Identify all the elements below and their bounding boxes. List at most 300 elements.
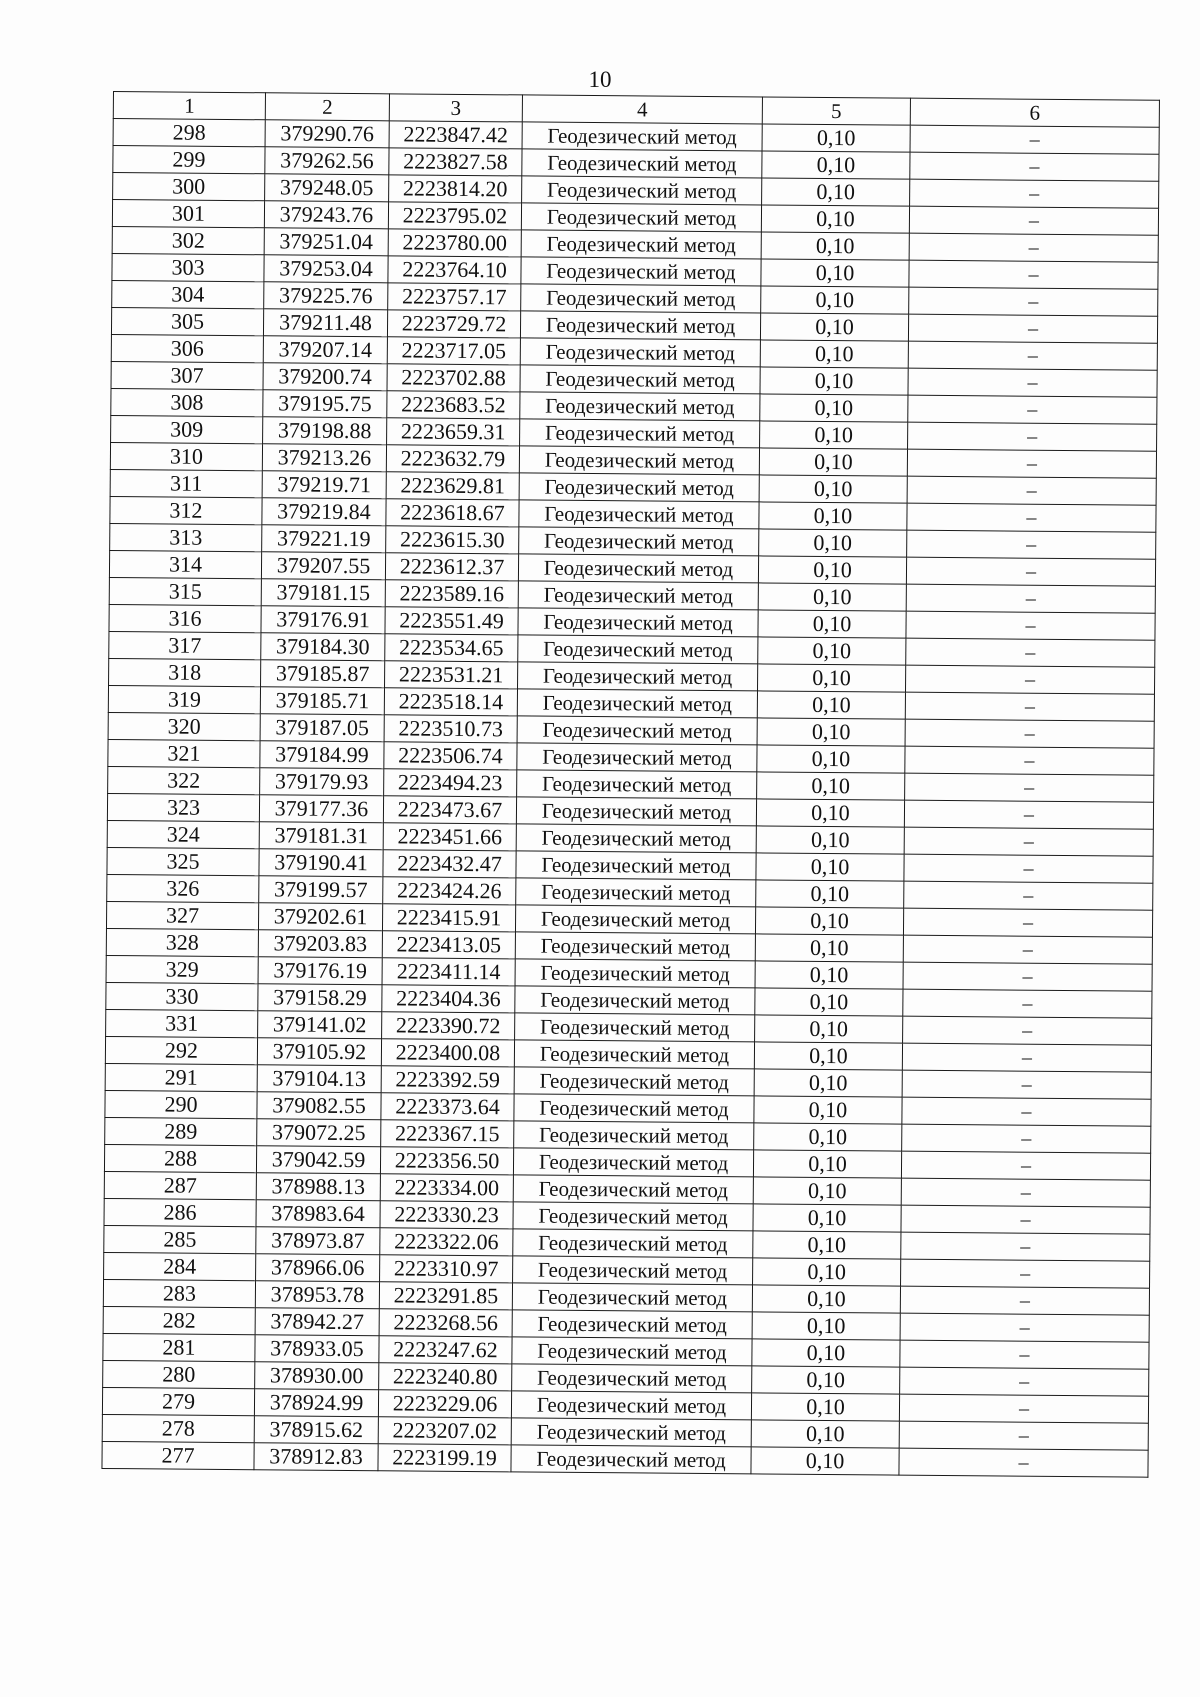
coordinates-table <box>101 91 1160 1478</box>
point-number-cell: 284 <box>104 1252 256 1280</box>
y-coordinate-cell: 2223415.91 <box>382 904 515 932</box>
note-cell: – <box>907 530 1156 559</box>
note-cell: – <box>905 746 1154 775</box>
method-cell: Геодезический метод <box>513 1175 753 1204</box>
y-coordinate-cell: 2223494.23 <box>384 769 517 797</box>
accuracy-cell: 0,10 <box>757 745 905 773</box>
column-header: 3 <box>389 94 522 122</box>
x-coordinate-cell: 379253.04 <box>264 255 388 283</box>
method-cell: Геодезический метод <box>518 608 758 637</box>
point-number-cell: 324 <box>107 820 259 848</box>
note-cell: – <box>899 1394 1148 1423</box>
y-coordinate-cell: 2223729.72 <box>387 310 520 338</box>
x-coordinate-cell: 378988.13 <box>256 1173 380 1201</box>
accuracy-cell: 0,10 <box>755 907 903 935</box>
y-coordinate-cell: 2223764.10 <box>388 256 521 284</box>
point-number-cell: 288 <box>104 1144 256 1172</box>
accuracy-cell: 0,10 <box>755 934 903 962</box>
method-cell: Геодезический метод <box>521 284 761 313</box>
x-coordinate-cell: 379184.99 <box>260 741 384 769</box>
point-number-cell: 277 <box>102 1441 254 1469</box>
point-number-cell: 282 <box>103 1306 255 1334</box>
y-coordinate-cell: 2223534.65 <box>385 634 518 662</box>
x-coordinate-cell: 379225.76 <box>264 282 388 310</box>
column-header: 2 <box>265 93 389 121</box>
accuracy-cell: 0,10 <box>753 1258 901 1286</box>
point-number-cell: 317 <box>109 631 261 659</box>
accuracy-cell: 0,10 <box>758 610 906 638</box>
note-cell: – <box>910 179 1159 208</box>
point-number-cell: 319 <box>108 685 260 713</box>
note-cell: – <box>899 1421 1148 1450</box>
point-number-cell: 314 <box>109 550 261 578</box>
accuracy-cell: 0,10 <box>756 853 904 881</box>
x-coordinate-cell: 378953.78 <box>255 1281 379 1309</box>
y-coordinate-cell: 2223757.17 <box>388 283 521 311</box>
note-cell: – <box>901 1205 1150 1234</box>
y-coordinate-cell: 2223424.26 <box>383 877 516 905</box>
accuracy-cell: 0,10 <box>760 394 908 422</box>
x-coordinate-cell: 379184.30 <box>261 633 385 661</box>
accuracy-cell: 0,10 <box>761 232 909 260</box>
accuracy-cell: 0,10 <box>755 961 903 989</box>
accuracy-cell: 0,10 <box>758 583 906 611</box>
method-cell: Геодезический метод <box>515 905 755 934</box>
x-coordinate-cell: 379207.14 <box>263 336 387 364</box>
note-cell: – <box>910 152 1159 181</box>
y-coordinate-cell: 2223847.42 <box>389 121 522 149</box>
y-coordinate-cell: 2223268.56 <box>379 1309 512 1337</box>
method-cell: Геодезический метод <box>514 1067 754 1096</box>
point-number-cell: 330 <box>106 982 258 1010</box>
point-number-cell: 315 <box>109 577 261 605</box>
accuracy-cell: 0,10 <box>755 988 903 1016</box>
x-coordinate-cell: 379213.26 <box>262 444 386 472</box>
y-coordinate-cell: 2223390.72 <box>382 1012 515 1040</box>
x-coordinate-cell: 379072.25 <box>257 1119 381 1147</box>
method-cell: Геодезический метод <box>522 176 762 205</box>
y-coordinate-cell: 2223400.08 <box>381 1039 514 1067</box>
method-cell: Геодезический метод <box>517 716 757 745</box>
x-coordinate-cell: 379203.83 <box>258 930 382 958</box>
note-cell: – <box>904 881 1153 910</box>
y-coordinate-cell: 2223310.97 <box>380 1255 513 1283</box>
accuracy-cell: 0,10 <box>761 259 909 287</box>
y-coordinate-cell: 2223551.49 <box>385 607 518 635</box>
point-number-cell: 291 <box>105 1063 257 1091</box>
method-cell: Геодезический метод <box>515 932 755 961</box>
note-cell: – <box>908 395 1157 424</box>
x-coordinate-cell: 379141.02 <box>258 1011 382 1039</box>
y-coordinate-cell: 2223795.02 <box>388 202 521 230</box>
method-cell: Геодезический метод <box>511 1391 751 1420</box>
accuracy-cell: 0,10 <box>757 664 905 692</box>
y-coordinate-cell: 2223240.80 <box>379 1363 512 1391</box>
point-number-cell: 287 <box>104 1171 256 1199</box>
method-cell: Геодезический метод <box>520 338 760 367</box>
x-coordinate-cell: 379195.75 <box>263 390 387 418</box>
accuracy-cell: 0,10 <box>751 1420 899 1448</box>
method-cell: Геодезический метод <box>512 1283 752 1312</box>
method-cell: Геодезический метод <box>515 986 755 1015</box>
method-cell: Геодезический метод <box>515 959 755 988</box>
note-cell: – <box>906 611 1155 640</box>
point-number-cell: 279 <box>102 1387 254 1415</box>
point-number-cell: 286 <box>104 1198 256 1226</box>
x-coordinate-cell: 379185.71 <box>260 687 384 715</box>
x-coordinate-cell: 378966.06 <box>256 1254 380 1282</box>
y-coordinate-cell: 2223506.74 <box>384 742 517 770</box>
x-coordinate-cell: 379190.41 <box>259 849 383 877</box>
accuracy-cell: 0,10 <box>752 1339 900 1367</box>
column-header: 4 <box>522 95 762 124</box>
method-cell: Геодезический метод <box>522 149 762 178</box>
method-cell: Геодезический метод <box>514 1121 754 1150</box>
note-cell: – <box>900 1340 1149 1369</box>
accuracy-cell: 0,10 <box>754 1096 902 1124</box>
method-cell: Геодезический метод <box>518 554 758 583</box>
note-cell: – <box>908 422 1157 451</box>
point-number-cell: 307 <box>111 361 263 389</box>
point-number-cell: 321 <box>108 739 260 767</box>
x-coordinate-cell: 378983.64 <box>256 1200 380 1228</box>
note-cell: – <box>900 1286 1149 1315</box>
method-cell: Геодезический метод <box>513 1148 753 1177</box>
x-coordinate-cell: 379202.61 <box>258 903 382 931</box>
method-cell: Геодезический метод <box>512 1364 752 1393</box>
accuracy-cell: 0,10 <box>757 772 905 800</box>
note-cell: – <box>903 989 1152 1018</box>
method-cell: Геодезический метод <box>516 878 756 907</box>
y-coordinate-cell: 2223518.14 <box>384 688 517 716</box>
y-coordinate-cell: 2223632.79 <box>386 445 519 473</box>
x-coordinate-cell: 379251.04 <box>264 228 388 256</box>
note-cell: – <box>902 1097 1151 1126</box>
note-cell: – <box>909 233 1158 262</box>
note-cell: – <box>909 287 1158 316</box>
note-cell: – <box>910 125 1159 154</box>
point-number-cell: 298 <box>113 119 265 147</box>
x-coordinate-cell: 379199.57 <box>259 876 383 904</box>
x-coordinate-cell: 378924.99 <box>254 1389 378 1417</box>
note-cell: – <box>902 1124 1151 1153</box>
note-cell: – <box>905 719 1154 748</box>
x-coordinate-cell: 379179.93 <box>260 768 384 796</box>
method-cell: Геодезический метод <box>511 1445 751 1474</box>
y-coordinate-cell: 2223207.02 <box>378 1417 511 1445</box>
x-coordinate-cell: 379105.92 <box>257 1038 381 1066</box>
accuracy-cell: 0,10 <box>758 556 906 584</box>
y-coordinate-cell: 2223199.19 <box>378 1444 511 1472</box>
x-coordinate-cell: 379290.76 <box>265 120 389 148</box>
accuracy-cell: 0,10 <box>760 421 908 449</box>
accuracy-cell: 0,10 <box>756 826 904 854</box>
note-cell: – <box>903 1016 1152 1045</box>
x-coordinate-cell: 379042.59 <box>256 1146 380 1174</box>
note-cell: – <box>909 206 1158 235</box>
x-coordinate-cell: 379177.36 <box>259 795 383 823</box>
x-coordinate-cell: 379082.55 <box>257 1092 381 1120</box>
accuracy-cell: 0,10 <box>753 1231 901 1259</box>
method-cell: Геодезический метод <box>519 527 759 556</box>
x-coordinate-cell: 379243.76 <box>264 201 388 229</box>
point-number-cell: 285 <box>104 1225 256 1253</box>
point-number-cell: 306 <box>111 334 263 362</box>
accuracy-cell: 0,10 <box>753 1204 901 1232</box>
method-cell: Геодезический метод <box>511 1418 751 1447</box>
x-coordinate-cell: 378942.27 <box>255 1308 379 1336</box>
x-coordinate-cell: 379158.29 <box>258 984 382 1012</box>
y-coordinate-cell: 2223229.06 <box>378 1390 511 1418</box>
method-cell: Геодезический метод <box>513 1202 753 1231</box>
y-coordinate-cell: 2223589.16 <box>385 580 518 608</box>
method-cell: Геодезический метод <box>519 446 759 475</box>
method-cell: Геодезический метод <box>514 1040 754 1069</box>
y-coordinate-cell: 2223404.36 <box>382 985 515 1013</box>
y-coordinate-cell: 2223827.58 <box>389 148 522 176</box>
accuracy-cell: 0,10 <box>761 286 909 314</box>
note-cell: – <box>907 503 1156 532</box>
x-coordinate-cell: 379104.13 <box>257 1065 381 1093</box>
note-cell: – <box>906 638 1155 667</box>
method-cell: Геодезический метод <box>519 473 759 502</box>
point-number-cell: 320 <box>108 712 260 740</box>
point-number-cell: 300 <box>113 173 265 201</box>
point-number-cell: 289 <box>105 1117 257 1145</box>
method-cell: Геодезический метод <box>512 1337 752 1366</box>
accuracy-cell: 0,10 <box>761 205 909 233</box>
accuracy-cell: 0,10 <box>752 1312 900 1340</box>
method-cell: Геодезический метод <box>517 743 757 772</box>
accuracy-cell: 0,10 <box>756 799 904 827</box>
y-coordinate-cell: 2223612.37 <box>385 553 518 581</box>
y-coordinate-cell: 2223717.05 <box>387 337 520 365</box>
x-coordinate-cell: 379198.88 <box>263 417 387 445</box>
page-number: 10 <box>588 67 612 92</box>
y-coordinate-cell: 2223615.30 <box>386 526 519 554</box>
y-coordinate-cell: 2223473.67 <box>383 796 516 824</box>
y-coordinate-cell: 2223531.21 <box>385 661 518 689</box>
accuracy-cell: 0,10 <box>759 448 907 476</box>
note-cell: – <box>908 368 1157 397</box>
accuracy-cell: 0,10 <box>760 367 908 395</box>
y-coordinate-cell: 2223334.00 <box>380 1174 513 1202</box>
note-cell: – <box>901 1259 1150 1288</box>
note-cell: – <box>902 1043 1151 1072</box>
x-coordinate-cell: 378933.05 <box>255 1335 379 1363</box>
x-coordinate-cell: 379176.91 <box>261 606 385 634</box>
accuracy-cell: 0,10 <box>762 178 910 206</box>
x-coordinate-cell: 378930.00 <box>255 1362 379 1390</box>
note-cell: – <box>905 692 1154 721</box>
x-coordinate-cell: 379187.05 <box>260 714 384 742</box>
x-coordinate-cell: 379176.19 <box>258 957 382 985</box>
x-coordinate-cell: 379248.05 <box>265 174 389 202</box>
note-cell: – <box>900 1313 1149 1342</box>
method-cell: Геодезический метод <box>515 1013 755 1042</box>
y-coordinate-cell: 2223780.00 <box>388 229 521 257</box>
method-cell: Геодезический метод <box>519 500 759 529</box>
point-number-cell: 305 <box>111 307 263 335</box>
y-coordinate-cell: 2223683.52 <box>387 391 520 419</box>
note-cell: – <box>908 314 1157 343</box>
note-cell: – <box>900 1367 1149 1396</box>
y-coordinate-cell: 2223659.31 <box>387 418 520 446</box>
column-header: 1 <box>113 92 265 120</box>
column-header: 6 <box>910 98 1159 127</box>
method-cell: Геодезический метод <box>516 824 756 853</box>
y-coordinate-cell: 2223373.64 <box>381 1093 514 1121</box>
x-coordinate-cell: 379181.31 <box>259 822 383 850</box>
note-cell: – <box>905 665 1154 694</box>
accuracy-cell: 0,10 <box>751 1393 899 1421</box>
note-cell: – <box>908 341 1157 370</box>
method-cell: Геодезический метод <box>520 392 760 421</box>
accuracy-cell: 0,10 <box>759 475 907 503</box>
x-coordinate-cell: 379221.19 <box>262 525 386 553</box>
method-cell: Геодезический метод <box>514 1094 754 1123</box>
method-cell: Геодезический метод <box>520 419 760 448</box>
note-cell: – <box>903 935 1152 964</box>
point-number-cell: 299 <box>113 146 265 174</box>
y-coordinate-cell: 2223432.47 <box>383 850 516 878</box>
y-coordinate-cell: 2223356.50 <box>380 1147 513 1175</box>
note-cell: – <box>902 1070 1151 1099</box>
accuracy-cell: 0,10 <box>760 340 908 368</box>
y-coordinate-cell: 2223247.62 <box>379 1336 512 1364</box>
x-coordinate-cell: 379211.48 <box>263 309 387 337</box>
method-cell: Геодезический метод <box>518 635 758 664</box>
point-number-cell: 327 <box>106 901 258 929</box>
note-cell: – <box>903 908 1152 937</box>
accuracy-cell: 0,10 <box>756 880 904 908</box>
point-number-cell: 326 <box>107 874 259 902</box>
accuracy-cell: 0,10 <box>758 637 906 665</box>
y-coordinate-cell: 2223367.15 <box>381 1120 514 1148</box>
y-coordinate-cell: 2223510.73 <box>384 715 517 743</box>
point-number-cell: 325 <box>107 847 259 875</box>
note-cell: – <box>906 584 1155 613</box>
x-coordinate-cell: 379262.56 <box>265 147 389 175</box>
y-coordinate-cell: 2223322.06 <box>380 1228 513 1256</box>
point-number-cell: 308 <box>111 388 263 416</box>
x-coordinate-cell: 378915.62 <box>254 1416 378 1444</box>
accuracy-cell: 0,10 <box>755 1015 903 1043</box>
y-coordinate-cell: 2223330.23 <box>380 1201 513 1229</box>
x-coordinate-cell: 379181.15 <box>261 579 385 607</box>
x-coordinate-cell: 378912.83 <box>254 1443 378 1471</box>
method-cell: Геодезический метод <box>513 1229 753 1258</box>
method-cell: Геодезический метод <box>520 311 760 340</box>
accuracy-cell: 0,10 <box>754 1069 902 1097</box>
point-number-cell: 309 <box>111 415 263 443</box>
note-cell: – <box>907 449 1156 478</box>
table-body <box>102 119 1159 1478</box>
accuracy-cell: 0,10 <box>751 1447 899 1475</box>
point-number-cell: 290 <box>105 1090 257 1118</box>
note-cell: – <box>903 962 1152 991</box>
accuracy-cell: 0,10 <box>753 1150 901 1178</box>
y-coordinate-cell: 2223291.85 <box>379 1282 512 1310</box>
point-number-cell: 316 <box>109 604 261 632</box>
accuracy-cell: 0,10 <box>762 151 910 179</box>
x-coordinate-cell: 379185.87 <box>261 660 385 688</box>
accuracy-cell: 0,10 <box>754 1042 902 1070</box>
accuracy-cell: 0,10 <box>762 124 910 152</box>
note-cell: – <box>905 773 1154 802</box>
point-number-cell: 283 <box>103 1279 255 1307</box>
method-cell: Геодезический метод <box>521 257 761 286</box>
point-number-cell: 318 <box>109 658 261 686</box>
note-cell: – <box>901 1178 1150 1207</box>
accuracy-cell: 0,10 <box>753 1177 901 1205</box>
method-cell: Геодезический метод <box>516 851 756 880</box>
note-cell: – <box>904 827 1153 856</box>
method-cell: Геодезический метод <box>512 1310 752 1339</box>
point-number-cell: 323 <box>107 793 259 821</box>
accuracy-cell: 0,10 <box>757 718 905 746</box>
note-cell: – <box>904 800 1153 829</box>
note-cell: – <box>901 1232 1150 1261</box>
note-cell: – <box>909 260 1158 289</box>
method-cell: Геодезический метод <box>516 797 756 826</box>
column-header: 5 <box>762 97 910 125</box>
method-cell: Геодезический метод <box>517 689 757 718</box>
note-cell: – <box>907 476 1156 505</box>
point-number-cell: 329 <box>106 955 258 983</box>
point-number-cell: 302 <box>112 226 264 254</box>
point-number-cell: 292 <box>105 1036 257 1064</box>
point-number-cell: 312 <box>110 496 262 524</box>
point-number-cell: 304 <box>112 280 264 308</box>
y-coordinate-cell: 2223411.14 <box>382 958 515 986</box>
accuracy-cell: 0,10 <box>757 691 905 719</box>
method-cell: Геодезический метод <box>518 581 758 610</box>
point-number-cell: 310 <box>110 442 262 470</box>
point-number-cell: 301 <box>112 200 264 228</box>
method-cell: Геодезический метод <box>520 365 760 394</box>
method-cell: Геодезический метод <box>521 203 761 232</box>
method-cell: Геодезический метод <box>513 1256 753 1285</box>
note-cell: – <box>901 1151 1150 1180</box>
x-coordinate-cell: 379219.84 <box>262 498 386 526</box>
note-cell: – <box>906 557 1155 586</box>
x-coordinate-cell: 379219.71 <box>262 471 386 499</box>
y-coordinate-cell: 2223451.66 <box>383 823 516 851</box>
point-number-cell: 328 <box>106 928 258 956</box>
point-number-cell: 281 <box>103 1333 255 1361</box>
x-coordinate-cell: 379200.74 <box>263 363 387 391</box>
y-coordinate-cell: 2223618.67 <box>386 499 519 527</box>
accuracy-cell: 0,10 <box>759 529 907 557</box>
accuracy-cell: 0,10 <box>760 313 908 341</box>
note-cell: – <box>899 1448 1148 1477</box>
note-cell: – <box>904 854 1153 883</box>
accuracy-cell: 0,10 <box>759 502 907 530</box>
x-coordinate-cell: 378973.87 <box>256 1227 380 1255</box>
method-cell: Геодезический метод <box>517 770 757 799</box>
accuracy-cell: 0,10 <box>754 1123 902 1151</box>
accuracy-cell: 0,10 <box>752 1366 900 1394</box>
method-cell: Геодезический метод <box>522 122 762 151</box>
point-number-cell: 331 <box>106 1009 258 1037</box>
y-coordinate-cell: 2223814.20 <box>389 175 522 203</box>
y-coordinate-cell: 2223392.59 <box>381 1066 514 1094</box>
point-number-cell: 280 <box>103 1360 255 1388</box>
point-number-cell: 313 <box>110 523 262 551</box>
y-coordinate-cell: 2223702.88 <box>387 364 520 392</box>
accuracy-cell: 0,10 <box>752 1285 900 1313</box>
